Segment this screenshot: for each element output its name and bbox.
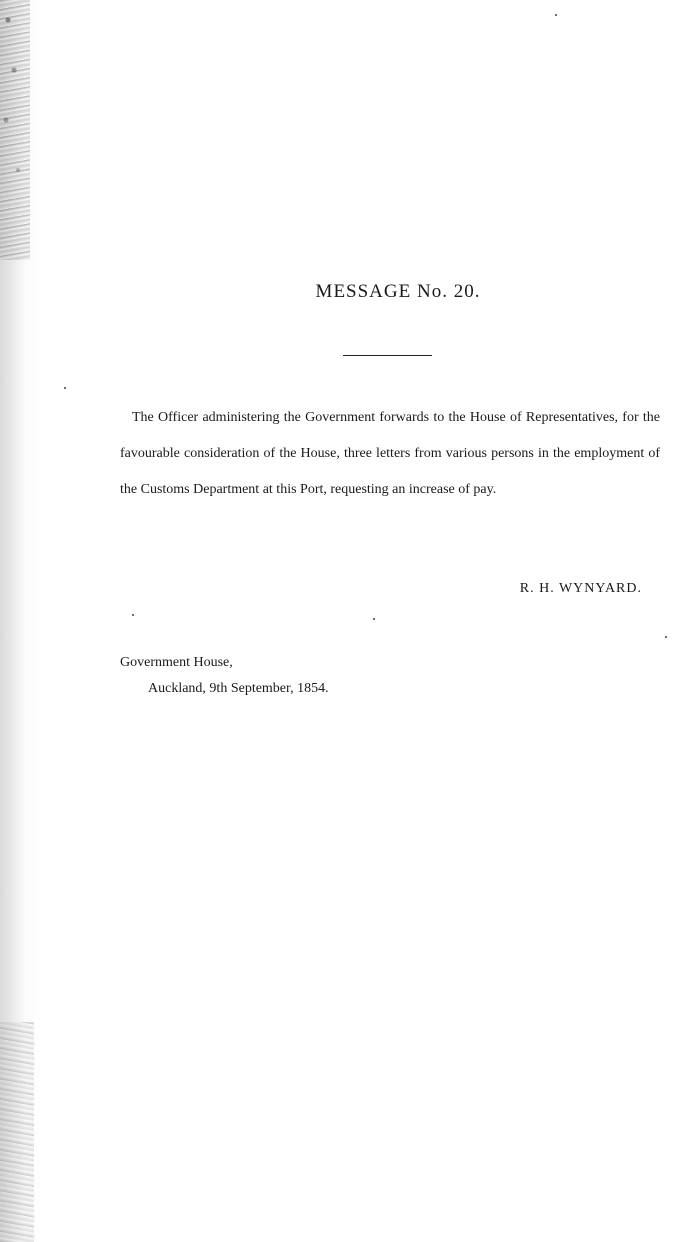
- message-body: The Officer administering the Government forwards to the House of Representatives, for the favourable consideration of the House, three letters from various persons in the employment of the Customs Department at this Port, requesting an increase of pay.: [120, 410, 660, 497]
- signature: R. H. WYNYARD.: [519, 581, 642, 596]
- scan-speck: [665, 636, 667, 638]
- address-line-2: Auckland, 9th September, 1854.: [148, 681, 329, 696]
- scan-speck: [132, 614, 134, 616]
- message-title: MESSAGE No. 20.: [315, 281, 481, 302]
- scan-speck: [373, 618, 375, 620]
- scan-binding-edge: [0, 0, 42, 1242]
- scan-speck: [555, 14, 557, 16]
- title-divider: [343, 355, 432, 356]
- address-line-1: Government House,: [120, 655, 233, 670]
- scan-speck: [64, 387, 66, 389]
